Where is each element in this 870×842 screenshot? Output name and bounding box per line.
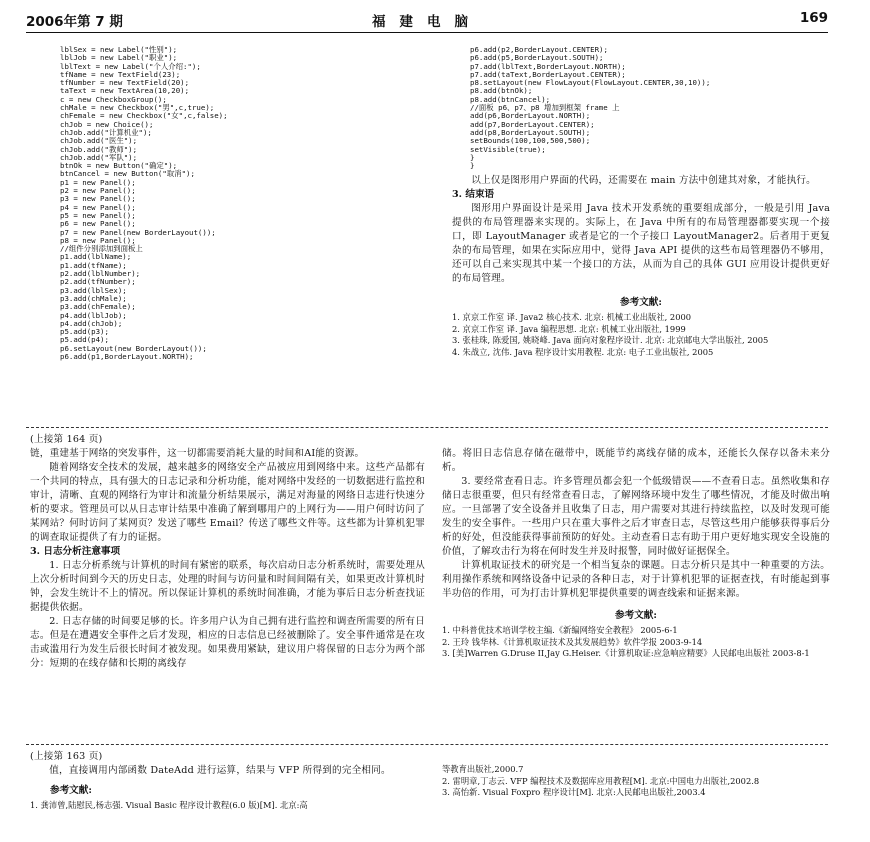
reference-list bbox=[442, 625, 830, 660]
code-line: p8.setLayout(new FlowLayout(FlowLayout.CENTER,30,10)); bbox=[470, 78, 711, 88]
paragraph: 随着网络安全技术的发展，越来越多的网络安全产品被应用到网络中来。这些产品都有一个共同的特点，具有强大的日志记录和分析功能，能对网络中发经的一切数据进行监控和审计，清晰、直观的网络行为审计和流量分析结果展示，满足对海量的网络日志进行快速分析的要求。管理员可以从日志审计结果中准确了解到哪用户的上网行为——用户何时访问了某网站？何时访问了某网页？发送了哪些 Email？传送了哪些文件等。这些都为计算机犯罪的调查取证提供了有力的证据。 bbox=[30, 462, 425, 543]
code-line: add(p6,BorderLayout.NORTH); bbox=[470, 111, 591, 121]
code-line: p5.add(p3); bbox=[60, 327, 109, 337]
top-right-column bbox=[452, 46, 830, 358]
code-line: chMale = new Checkbox("男",c,true); bbox=[60, 103, 215, 113]
code-line: lblSex = new Label("性别"); bbox=[60, 45, 178, 54]
code-line: p7 = new Panel(new BorderLayout()); bbox=[60, 227, 216, 237]
journal-title: 福建电脑 bbox=[372, 14, 482, 30]
code-line: c = new CheckboxGroup(); bbox=[60, 94, 167, 104]
code-line: p6 = new Panel(); bbox=[60, 219, 136, 229]
code-line: p8.add(btnCancel); bbox=[470, 94, 551, 104]
code-line: p3.add(chFemale); bbox=[60, 302, 136, 312]
reference-item: 1. 京京工作室 译. Java2 核心技术. 北京: 机械工业出版社, 2000 bbox=[452, 312, 692, 323]
reference-item: 2. 京京工作室 译. Java 编程思想. 北京: 机械工业出版社, 1999 bbox=[452, 323, 686, 334]
code-line: btnCancel = new Button("取消"); bbox=[60, 169, 195, 179]
page-number: 169 bbox=[799, 10, 828, 26]
reference-item: 2. 王玲 钱华林.《计算机取证技术及其发展趋势》软件学报 2003-9-14 bbox=[442, 636, 703, 647]
code-line: chJob.add("医生"); bbox=[60, 136, 138, 146]
code-line: //组件分别添加到面板上 bbox=[60, 244, 143, 254]
paragraph: 3. 要经常查看日志。许多管理员都会犯一个低级错误——不查看日志。虽然收集和存储日志很重要，但只有经常查看日志，了解网络环境中发生了哪些情况，才能及时做出响应。一旦部署了安全设备并且收集了日志，用户需要对其进行持续监控，以及时发现可能发生的安全事件。一些用户只在重大事件之后才审查日志，尽管这些用户能够获得事后分析的好处，但没能获得事前预防的好处。主动查看日志有助于用户更好地实现安全设施的价值，了解攻击行为将在何时发生并及时报警，同时做好证据保全。 bbox=[442, 476, 830, 557]
reference-list bbox=[452, 312, 830, 358]
continuation-note: (上接第 164 页) bbox=[30, 434, 103, 445]
code-listing-right bbox=[470, 46, 830, 170]
code-line: p4.add(lblJob); bbox=[60, 310, 127, 320]
paragraph: 1. 日志分析系统与计算机的时间有紧密的联系，每次启动日志分析系统时，需要处理从上次分析时间到今天的历史日志，处理的时间与访问量和时间间隔有关，如果更改计算机时钟，会发生统计不上的情况。所以保证计算机的系统时间准确，才能为事后日志分析查找证据提供依据。 bbox=[30, 560, 425, 613]
code-line: p6.add(p2,BorderLayout.CENTER); bbox=[470, 45, 608, 54]
reference-item: 等教育出版社,2000.7 bbox=[442, 764, 524, 774]
code-line: p6.add(p5,BorderLayout.SOUTH); bbox=[470, 53, 604, 63]
code-line: p1.add(lblName); bbox=[60, 252, 132, 262]
code-line: p5.add(p4); bbox=[60, 335, 109, 345]
code-line: p2.add(tfNumber); bbox=[60, 277, 136, 287]
paragraph: 图形用户界面设计是采用 Java 技术开发系统的重要组成部分，一般是引用 Java 提供的布局管理器来实现的。实际上，在 Java 中所有的布局管理器都要实现一个接口，即 LayoutManager 或者是它的一个子接口 LayoutManager2。后者用于更复杂的布局管理，如果在实际应用中，觉得 Java API 提供的这些布局管理器仍不够用，还可以自己来实现其中某一个接口的方法，从而为自己的具体 GUI 应用设计提供更好的布局管理。 bbox=[452, 203, 830, 285]
code-line: p3.add(lblSex); bbox=[60, 285, 127, 295]
code-line: p2.add(lblNumber); bbox=[60, 269, 141, 279]
code-line: tfNumber = new TextField(20); bbox=[60, 78, 190, 88]
code-line: p8.add(btnOk); bbox=[470, 86, 533, 96]
middle-right-column bbox=[442, 447, 830, 660]
code-line: setBounds(100,100,500,500); bbox=[470, 136, 591, 146]
code-line: p6.add(p1,BorderLayout.NORTH); bbox=[60, 351, 194, 361]
reference-item: 1. 中科普优技术培训学校主编.《新编网络安全教程》 2005-6-1 bbox=[442, 625, 678, 635]
code-listing-left bbox=[60, 46, 440, 361]
code-line: tfName = new TextField(23); bbox=[60, 69, 181, 79]
issue-label: 2006年第 7 期 bbox=[26, 14, 123, 30]
code-line: add(p7,BorderLayout.CENTER); bbox=[470, 119, 595, 129]
page-header bbox=[26, 10, 828, 32]
code-line: p4 = new Panel(); bbox=[60, 202, 136, 212]
reference-item: 3. [美]Warren G.Druse II,Jay G.Heiser.《计算机取证:应急响应精要》人民邮电出版社 2003-8-1 bbox=[442, 648, 810, 658]
code-line: btnOk = new Button("确定"); bbox=[60, 161, 178, 171]
code-line: p6.setLayout(new BorderLayout()); bbox=[60, 343, 207, 353]
code-line: //面板 p6、p7、p8 增加到框架 frame 上 bbox=[470, 103, 620, 113]
code-line: } bbox=[470, 152, 475, 162]
paragraph: 储。将旧日志信息存储在磁带中，既能节约离线存储的成本，还能长久保存以备未来分析。 bbox=[442, 448, 830, 473]
code-line: p1 = new Panel(); bbox=[60, 177, 136, 187]
paragraph: 链，重建基于网络的突发事件，这一切都需要消耗大量的时间和AI能的资源。 bbox=[30, 448, 365, 459]
code-line: p7.add(lblText,BorderLayout.NORTH); bbox=[470, 61, 626, 71]
code-line: p7.add(taText,BorderLayout.CENTER); bbox=[470, 69, 626, 79]
code-line: p8 = new Panel(); bbox=[60, 235, 136, 245]
references-title: 参考文献: bbox=[50, 785, 92, 796]
paragraph: 2. 日志存储的时间要足够的长。许多用户认为自己拥有进行监控和调查所需要的所有日志。但是在遭遇安全事件之后才发现，相应的日志信息已经被删除了。安全事件通常是在攻击或滥用行为发生后很长时间才被发现。如果费用紧缺，建议用户将保留的日志分为两个部分：短期的在线存储和长期的离线存 bbox=[30, 616, 425, 669]
code-line: p1.add(tfName); bbox=[60, 260, 127, 270]
code-line: lblJob = new Label("职业"); bbox=[60, 53, 178, 63]
code-line: chJob.add("军队"); bbox=[60, 152, 138, 162]
code-line: lblText = new Label("个人介绍:"); bbox=[60, 61, 201, 71]
code-line: setVisible(true); bbox=[470, 144, 546, 154]
reference-list bbox=[442, 764, 830, 799]
bottom-right-column bbox=[442, 764, 830, 799]
code-line: chJob.add("教师"); bbox=[60, 144, 138, 154]
references-title: 参考文献: bbox=[620, 297, 662, 309]
code-line: p4.add(chJob); bbox=[60, 318, 123, 328]
code-line: p2 = new Panel(); bbox=[60, 186, 136, 196]
continuation-note: (上接第 163 页) bbox=[30, 751, 103, 762]
paragraph: 以上仅是图形用户界面的代码，还需要在 main 方法中创建其对象，才能执行。 bbox=[471, 175, 816, 187]
section-divider bbox=[26, 744, 828, 745]
reference-item: 3. 张桂珠, 陈爱国, 姚晓峰. Java 面向对象程序设计. 北京: 北京邮电大学出版社, 2005 bbox=[452, 335, 769, 346]
references-title: 参考文献: bbox=[615, 610, 657, 621]
paragraph: 计算机取证技术的研究是一个相当复杂的课题。日志分析只是其中一种重要的方法。利用操作系统和网络设备中记录的各种日志，对于计算机犯罪的证据查找，有时能起到事半功倍的作用，可为打击计算机犯罪提供重要的调查线索和证据来源。 bbox=[442, 560, 830, 599]
code-line: chFemale = new Checkbox("女",c,false); bbox=[60, 111, 228, 121]
code-line: } bbox=[470, 161, 475, 171]
reference-item: 1. 龚沛曾,陆慰民,杨志强. Visual Basic 程序设计教程(6.0 版)[M]. 北京:高 bbox=[30, 800, 308, 810]
header-rule bbox=[26, 32, 828, 33]
code-line: p3 = new Panel(); bbox=[60, 194, 136, 204]
reference-item: 2. 雷明章,丁志云. VFP 编程技术及数据库应用教程[M]. 北京:中国电力出版社,2002.8 bbox=[442, 775, 760, 786]
code-line: add(p8,BorderLayout.SOUTH); bbox=[470, 127, 591, 137]
paragraph: 值，直接调用内部函数 DateAdd 进行运算，结果与 VFP 所得到的完全相同。 bbox=[49, 765, 391, 776]
section-heading: 3. 结束语 bbox=[452, 189, 495, 201]
reference-item: 3. 高怡新. Visual Foxpro 程序设计[M]. 北京:人民邮电出版社,2003.4 bbox=[442, 787, 706, 797]
code-line: chJob = new Choice(); bbox=[60, 119, 154, 129]
reference-item: 4. 朱战立, 沈伟. Java 程序设计实用教程. 北京: 电子工业出版社, 2005 bbox=[452, 346, 714, 357]
code-line: p3.add(chMale); bbox=[60, 293, 127, 303]
code-line: chJob.add("计算机业"); bbox=[60, 127, 152, 137]
section-divider bbox=[26, 427, 828, 428]
code-line: p5 = new Panel(); bbox=[60, 210, 136, 220]
middle-left-column bbox=[30, 433, 425, 671]
bottom-left-column bbox=[30, 750, 425, 812]
section-heading: 3. 日志分析注意事项 bbox=[30, 546, 121, 557]
code-line: taText = new TextArea(10,20); bbox=[60, 86, 190, 96]
